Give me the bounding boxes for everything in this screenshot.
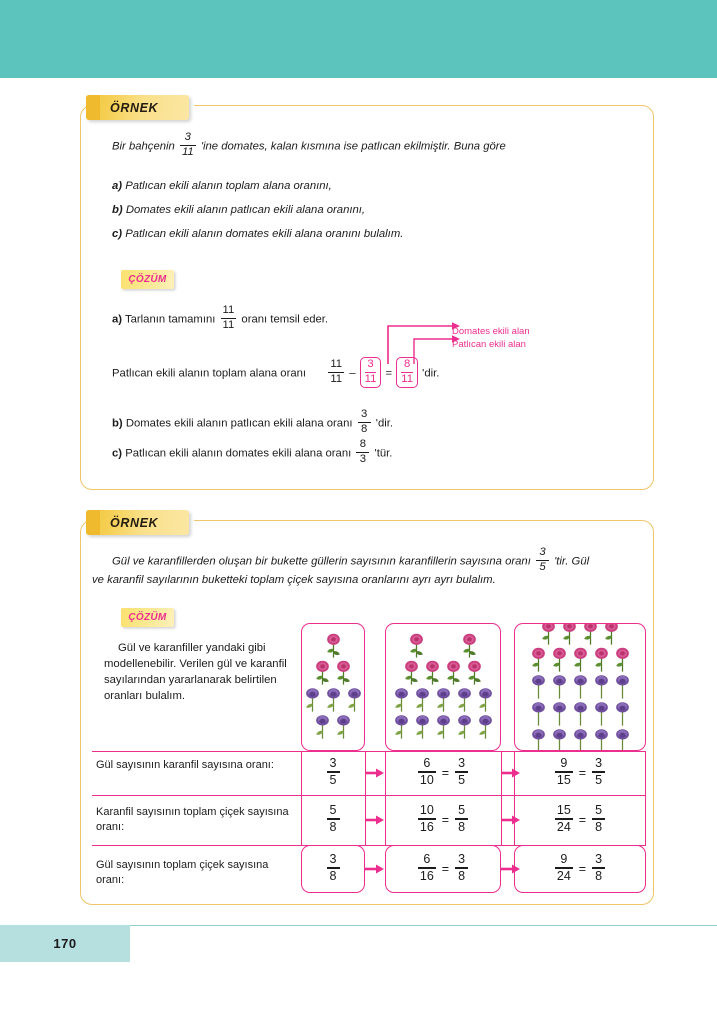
q2-fraction	[536, 547, 549, 574]
carnation-row	[391, 687, 496, 714]
carnation-row	[302, 687, 365, 714]
solution-1-line-a	[112, 306, 328, 333]
equals-sign: =	[578, 862, 587, 876]
carnation-icon	[528, 674, 549, 701]
fraction	[555, 853, 573, 882]
rose-icon	[459, 633, 480, 660]
solution-line-a-before: Tarlanın tamamını	[124, 313, 216, 326]
fraction-denominator: 11	[330, 373, 343, 386]
fraction-denominator: 11	[181, 146, 194, 159]
callout-patlican-label: Patlıcan ekili alan	[452, 339, 526, 350]
fraction-numerator: 3	[329, 852, 337, 867]
callout-domates-label: Domates ekili alan	[452, 326, 530, 337]
rose-icon	[612, 647, 633, 674]
fraction-denominator: 8	[595, 819, 603, 834]
fraction-simplified	[592, 853, 605, 882]
fraction-denominator: 15	[556, 772, 571, 787]
fraction-numerator: 6	[423, 756, 431, 771]
badge-notch	[86, 510, 100, 535]
question-intro-b: 'ine domates, kalan kısmına ise patlıcan ekilmiştir. Buna göre	[200, 140, 506, 153]
rose-row	[528, 647, 633, 674]
table-row-2-cell-3	[514, 795, 646, 845]
carnation-row	[528, 701, 633, 728]
fraction-numerator: 5	[329, 803, 337, 818]
table-vline-col2-right	[501, 751, 502, 845]
fraction-numerator: 3	[329, 756, 337, 771]
equation-label: Patlıcan ekili alanın toplam alana oranı	[112, 367, 307, 380]
rose-row	[406, 633, 480, 660]
fraction-denominator: 16	[419, 868, 434, 883]
rose-icon	[333, 660, 354, 687]
carnation-icon	[612, 728, 633, 752]
carnation-icon	[528, 701, 549, 728]
carnation-icon	[433, 687, 454, 714]
fraction-numerator: 11	[222, 304, 235, 316]
fraction	[327, 804, 340, 833]
equation-term2-box	[360, 357, 382, 388]
example-1-item-b	[112, 202, 365, 219]
rose-icon	[401, 660, 422, 687]
item-a-tag: a)	[112, 180, 123, 192]
question-intro-a: Bir bahçenin	[112, 140, 175, 153]
flower-grid-3	[515, 624, 645, 750]
example-2-solution-intro: Gül ve karanfiller yandaki gibi modellenebilir. Verilen gül ve karanfil sayılarından yararlanarak belirtilen oranları bulalım.	[104, 642, 287, 702]
fraction-numerator: 15	[556, 803, 571, 818]
example-2-question-line1	[112, 548, 589, 575]
fraction-denominator: 8	[458, 868, 466, 883]
solution-line-b-tag: b)	[112, 417, 123, 430]
carnation-icon	[570, 728, 591, 752]
item-a-text: Patlıcan ekili alanın toplam alana oranını,	[125, 180, 332, 192]
table-vline-col1-right	[365, 751, 366, 845]
carnation-icon	[549, 674, 570, 701]
fraction-denominator: 8	[361, 423, 368, 436]
table-row-2-cell-2	[385, 795, 501, 845]
fraction-numerator: 11	[330, 358, 343, 371]
fraction-numerator: 3	[458, 852, 466, 867]
item-c-tag: c)	[112, 228, 123, 240]
example-1-question	[112, 133, 506, 160]
carnation-icon	[549, 701, 570, 728]
carnation-icon	[454, 714, 475, 741]
fraction-numerator: 3	[361, 408, 368, 420]
carnation-icon	[570, 701, 591, 728]
fraction-denominator: 11	[401, 373, 414, 386]
carnation-icon	[528, 728, 549, 752]
fraction-numerator: 8	[404, 358, 411, 370]
example-2-badge	[86, 510, 189, 535]
fraction-simplified	[592, 757, 605, 786]
solution-line-a-tag: a)	[112, 313, 123, 326]
page-number-band	[0, 925, 130, 962]
equals-sign: =	[441, 813, 450, 827]
badge-notch	[86, 95, 100, 120]
fraction	[418, 804, 436, 833]
table-row-1-cell-1	[301, 751, 365, 795]
carnation-row	[312, 714, 354, 741]
solution-line-b-fraction	[358, 409, 371, 436]
fraction-denominator: 8	[329, 868, 337, 883]
table-row-3-cell-2	[385, 845, 501, 893]
equals-sign: =	[578, 813, 587, 827]
rose-icon	[323, 633, 344, 660]
fraction-numerator: 9	[560, 756, 568, 771]
equals-sign: =	[441, 862, 450, 876]
carnation-icon	[433, 714, 454, 741]
carnation-row	[528, 674, 633, 701]
equals-sign: =	[578, 766, 587, 780]
fraction-numerator: 5	[595, 803, 603, 818]
q2-line1-b: 'tir. Gül	[554, 555, 590, 568]
item-c-text: Patlıcan ekili alanın domates ekili alana oranını bulalım.	[125, 228, 404, 240]
rose-icon	[538, 623, 559, 647]
solution-line-b-before: Domates ekili alanın patlıcan ekili alana oranı	[125, 417, 353, 430]
equals-sign: =	[441, 766, 450, 780]
carnation-icon	[454, 687, 475, 714]
fraction-numerator: 3	[184, 131, 191, 143]
rose-icon	[580, 623, 601, 647]
example-1-badge	[86, 95, 189, 120]
rose-row	[401, 660, 485, 687]
fraction	[418, 853, 436, 882]
carnation-icon	[391, 687, 412, 714]
example-1-item-a	[112, 178, 332, 195]
carnation-row	[391, 714, 496, 741]
model-cell-3	[514, 623, 646, 751]
solution-line-c-fraction	[356, 439, 369, 466]
fraction-numerator: 3	[539, 546, 546, 558]
page-header-band	[0, 0, 717, 78]
equation-equals: =	[385, 367, 393, 380]
fraction-numerator: 9	[560, 852, 568, 867]
example-1-solution-badge	[121, 270, 174, 289]
fraction-denominator: 5	[539, 561, 546, 574]
equation-suffix: 'dir.	[422, 367, 440, 380]
fraction-simplified	[455, 853, 468, 882]
rose-icon	[559, 623, 580, 647]
carnation-icon	[391, 714, 412, 741]
fraction	[418, 757, 436, 786]
carnation-icon	[591, 701, 612, 728]
rose-row	[323, 633, 344, 660]
solution-1-line-b	[112, 410, 393, 437]
footer-rule	[130, 925, 717, 926]
solution-line-c-tag: c)	[112, 447, 123, 460]
rose-icon	[549, 647, 570, 674]
rose-icon	[312, 660, 333, 687]
carnation-icon	[549, 728, 570, 752]
fraction	[327, 757, 340, 786]
carnation-icon	[591, 674, 612, 701]
question-fraction	[180, 132, 196, 159]
table-row-2-cell-1	[301, 795, 365, 845]
fraction-denominator: 5	[595, 772, 603, 787]
fraction-numerator: 6	[423, 852, 431, 867]
solution-1-line-c	[112, 440, 392, 467]
rose-icon	[570, 647, 591, 674]
example-2-solution-badge-label: ÇÖZÜM	[128, 612, 167, 623]
solution-line-a-fraction	[221, 305, 237, 332]
carnation-icon	[412, 687, 433, 714]
table-row-3-cell-3	[514, 845, 646, 893]
fraction-denominator: 11	[364, 373, 377, 386]
fraction-numerator: 8	[359, 438, 367, 450]
table-row-1-cell-2	[385, 751, 501, 795]
rose-row	[538, 623, 622, 647]
carnation-icon	[475, 714, 496, 741]
carnation-icon	[475, 687, 496, 714]
rose-icon	[422, 660, 443, 687]
table-row-2-label: Karanfil sayısının toplam çiçek sayısına oranı:	[96, 806, 289, 833]
flower-grid-2	[386, 624, 500, 750]
rose-icon	[464, 660, 485, 687]
table-row-1-label: Gül sayısının karanfil sayısına oranı:	[96, 759, 274, 771]
carnation-icon	[333, 714, 354, 741]
example-1-item-c	[112, 226, 403, 243]
q2-line1-a: Gül ve karanfillerden oluşan bir bukette güllerin sayısının karanfillerin sayısına oranı	[112, 555, 531, 568]
carnation-icon	[302, 687, 323, 714]
fraction-denominator: 10	[419, 772, 434, 787]
fraction	[555, 757, 573, 786]
solution-line-a-after: oranı temsil eder.	[241, 313, 329, 326]
fraction-simplified	[455, 804, 468, 833]
fraction-numerator: 3	[458, 756, 466, 771]
item-b-text: Domates ekili alanın patlıcan ekili alana oranını,	[125, 204, 366, 216]
carnation-icon	[323, 687, 344, 714]
example-1-solution-badge-label: ÇÖZÜM	[128, 274, 167, 285]
fraction-denominator: 16	[419, 819, 434, 834]
fraction-denominator: 8	[329, 819, 337, 834]
rose-icon	[528, 647, 549, 674]
carnation-icon	[344, 687, 365, 714]
page-number: 170	[53, 936, 77, 951]
fraction-numerator: 10	[419, 803, 434, 818]
arrow-right-icon	[365, 864, 385, 874]
fraction-numerator: 3	[595, 852, 603, 867]
rose-icon	[591, 647, 612, 674]
rose-icon	[443, 660, 464, 687]
example-2-question-line2: ve karanfil sayılarının buketteki toplam çiçek sayısına oranlarını ayrı ayrı bulalım.	[92, 574, 496, 586]
arrow-right-icon	[365, 768, 385, 778]
flower-grid-1	[302, 624, 364, 750]
fraction-denominator: 5	[329, 772, 337, 787]
example-2-badge-label: ÖRNEK	[110, 515, 159, 530]
rose-icon	[406, 633, 427, 660]
table-row-1-cell-3	[514, 751, 646, 795]
model-cell-2	[385, 623, 501, 751]
carnation-icon	[312, 714, 333, 741]
fraction-denominator: 8	[458, 819, 466, 834]
fraction-denominator: 11	[222, 319, 235, 332]
fraction-denominator: 3	[359, 453, 367, 466]
fraction	[327, 853, 340, 882]
rose-row	[312, 660, 354, 687]
fraction	[555, 804, 573, 833]
fraction-denominator: 8	[595, 868, 603, 883]
fraction-denominator: 24	[556, 868, 571, 883]
model-cell-1	[301, 623, 365, 751]
carnation-icon	[612, 674, 633, 701]
rose-icon	[601, 623, 622, 647]
example-2-solution-badge	[121, 608, 174, 627]
fraction-numerator: 5	[458, 803, 466, 818]
table-row-3-cell-1	[301, 845, 365, 893]
example-1-badge-label: ÖRNEK	[110, 100, 159, 115]
carnation-icon	[412, 714, 433, 741]
solution-line-c-before: Patlıcan ekili alanın domates ekili alana oranı	[125, 447, 352, 460]
carnation-icon	[570, 674, 591, 701]
equation-term1	[328, 359, 344, 386]
fraction-denominator: 5	[458, 772, 466, 787]
carnation-icon	[591, 728, 612, 752]
fraction-denominator: 24	[556, 819, 571, 834]
solution-line-c-after: 'tür.	[374, 447, 393, 460]
fraction-numerator: 3	[595, 756, 603, 771]
arrow-right-icon	[365, 815, 385, 825]
fraction-simplified	[592, 804, 605, 833]
table-row-3-label: Gül sayısının toplam çiçek sayısına oranı:	[96, 859, 269, 886]
carnation-row	[528, 728, 633, 752]
solution-line-b-after: 'dir.	[375, 417, 394, 430]
equation-operator: –	[349, 367, 356, 380]
fraction-simplified	[455, 757, 468, 786]
item-b-tag: b)	[112, 204, 123, 216]
carnation-icon	[612, 701, 633, 728]
fraction-numerator: 3	[367, 358, 374, 370]
